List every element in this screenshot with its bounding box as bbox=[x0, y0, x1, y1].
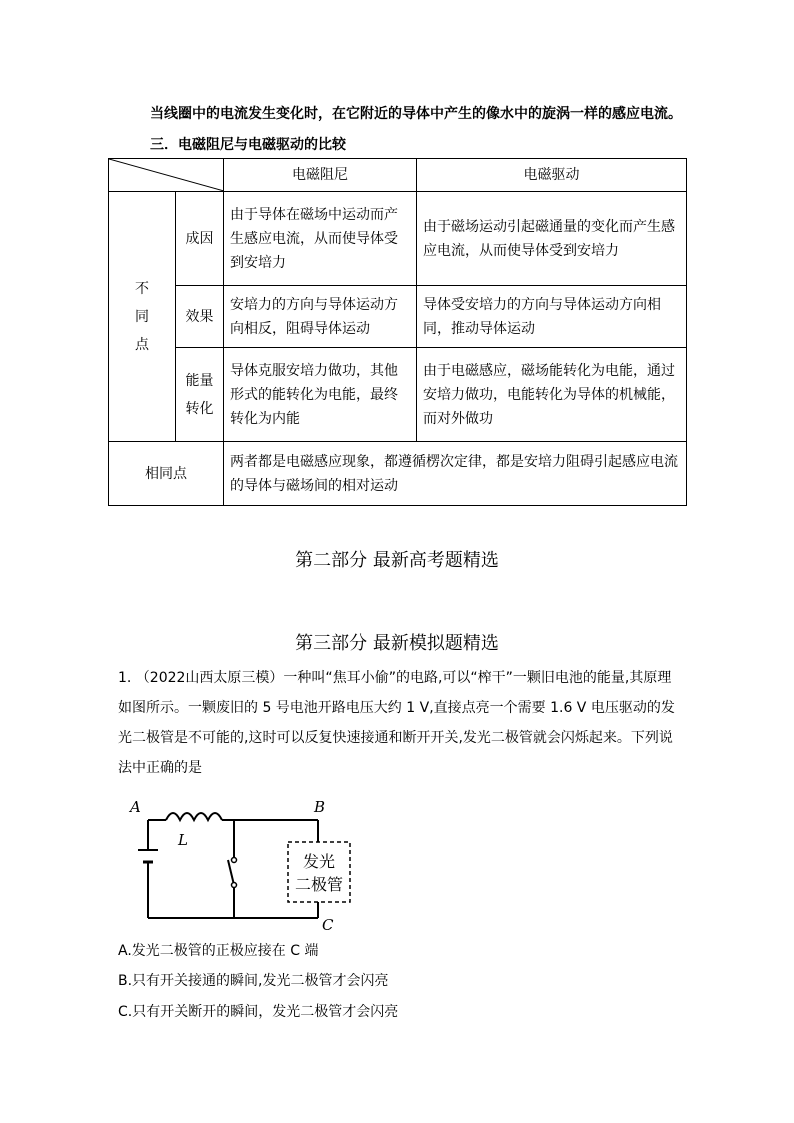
label-l: L bbox=[178, 831, 188, 849]
row-label-energy: 能量转化 bbox=[176, 348, 224, 442]
question-text: 1. （2022山西太原三模）一种叫“焦耳小偷”的电路,可以“榨干”一颗旧电池的能量,其原理如图所示。一颗废旧的 5 号电池开路电压大约 1 V,直接点亮一个需要 1.6 V 电压驱动的发光二极管是不可能的,这时可以反复快速接通和断开开关,发光二极管就会闪烁起来。下列说法中正确的是 bbox=[118, 670, 675, 776]
label-a: A bbox=[130, 798, 141, 816]
cell-drive-cause: 由于磁场运动引起磁通量的变化而产生感应电流，从而使导体受到安培力 bbox=[417, 192, 687, 286]
circuit-diagram bbox=[118, 790, 368, 930]
cell-damping-effect: 安培力的方向与导体运动方向相反，阻碍导体运动 bbox=[224, 286, 417, 348]
same-text: 两者都是电磁感应现象，都遵循楞次定律，都是安培力阻碍引起感应电流的导体与磁场间的相对运动 bbox=[224, 442, 687, 506]
option-b: B.只有开关接通的瞬间,发光二极管才会闪亮 bbox=[118, 973, 389, 989]
part3-title: 第三部分 最新模拟题精选 bbox=[295, 633, 499, 654]
diagonal-line bbox=[109, 159, 224, 191]
part2-title: 第二部分 最新高考题精选 bbox=[295, 550, 499, 571]
header-drive: 电磁驱动 bbox=[417, 159, 687, 192]
cell-drive-effect: 导体受安培力的方向与导体运动方向相同，推动导体运动 bbox=[417, 286, 687, 348]
section-heading: 三．电磁阻尼与电磁驱动的比较 bbox=[150, 137, 346, 153]
option-a: A.发光二极管的正极应接在 C 端 bbox=[118, 943, 319, 959]
row-label-cause: 成因 bbox=[176, 192, 224, 286]
diff-group-label: 不 同 点 bbox=[109, 192, 176, 442]
cell-damping-cause: 由于导体在磁场中运动而产生感应电流，从而使导体受到安培力 bbox=[224, 192, 417, 286]
intro-line: 当线圈中的电流发生变化时，在它附近的导体中产生的像水中的旋涡一样的感应电流。 bbox=[150, 106, 682, 122]
switch-contact-bottom bbox=[232, 883, 237, 888]
header-damping: 电磁阻尼 bbox=[224, 159, 417, 192]
cell-damping-energy: 导体克服安培力做功，其他形式的能转化为电能，最终转化为内能 bbox=[224, 348, 417, 442]
label-c: C bbox=[322, 916, 334, 930]
option-c: C.只有开关断开的瞬间，发光二极管才会闪亮 bbox=[118, 1004, 399, 1020]
led-label-line1: 发光 bbox=[302, 852, 336, 871]
label-b: B bbox=[314, 798, 326, 816]
diagonal-header-cell bbox=[109, 159, 224, 192]
switch-contact-top bbox=[232, 858, 237, 863]
row-label-effect: 效果 bbox=[176, 286, 224, 348]
comparison-table bbox=[108, 158, 687, 506]
cell-drive-energy: 由于电磁感应，磁场能转化为电能，通过安培力做功，电能转化为导体的机械能，而对外做功 bbox=[417, 348, 687, 442]
led-label-line2: 二极管 bbox=[294, 875, 344, 894]
same-label: 相同点 bbox=[109, 442, 224, 506]
